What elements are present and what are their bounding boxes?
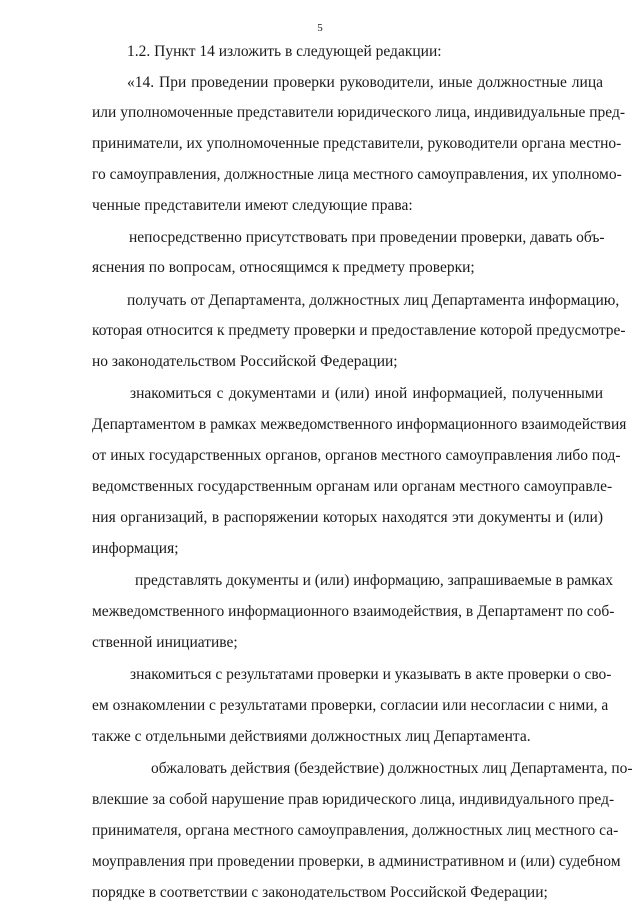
paragraph-line: ведомственных государственным органам или органам местного самоуправле-: [92, 478, 613, 495]
paragraph-line: получать от Департамента, должностных лиц Департамента информацию,: [127, 292, 620, 309]
paragraph-line: приниматели, их уполномоченные представители, руководители органа местно-: [92, 135, 622, 152]
paragraph-line: обжаловать действия (бездействие) должностных лиц Департамента, по-: [151, 760, 633, 777]
paragraph-line: моуправления при проведении проверки, в административном и (или) судебном: [92, 853, 621, 870]
paragraph-line: непосредственно присутствовать при проведении проверки, давать объ-: [129, 229, 605, 246]
paragraph-line: ченные представители имеют следующие права:: [92, 197, 413, 214]
paragraph-line: «14. При проведении проверки руководители, иные должностные лица: [127, 74, 603, 91]
paragraph-line: знакомиться с результатами проверки и указывать в акте проверки о сво-: [130, 666, 612, 683]
paragraph-line: которая относится к предмету проверки и предоставление которой предусмотре-: [92, 322, 626, 339]
paragraph-line: представлять документы и (или) информацию, запрашиваемые в рамках: [135, 572, 614, 589]
paragraph-line: от иных государственных органов, органов местного самоуправления либо под-: [92, 447, 621, 464]
paragraph-line: знакомиться с документами и (или) иной информацией, полученными: [130, 385, 603, 402]
paragraph-line: го самоуправления, должностные лица местного самоуправления, их уполномо-: [92, 166, 622, 183]
paragraph-line: информация;: [92, 540, 179, 557]
clause-heading: 1.2. Пункт 14 изложить в следующей редакции:: [127, 43, 442, 60]
paragraph-line: Департаментом в рамках межведомственного информационного взаимодействия: [92, 416, 627, 433]
paragraph-line: ния организаций, в распоряжении которых находятся эти документы и (или): [92, 509, 603, 526]
paragraph-line: принимателя, органа местного самоуправления, должностных лиц местного са-: [92, 822, 619, 839]
paragraph-line: порядке в соответствии с законодательством Российской Федерации;: [92, 884, 548, 901]
paragraph-line: яснения по вопросам, относящимся к предмету проверки;: [92, 259, 475, 276]
page-number: 5: [317, 22, 323, 34]
paragraph-line: но законодательством Российской Федерации;: [92, 353, 398, 370]
paragraph-line: также с отдельными действиями должностных лиц Департамента.: [92, 728, 531, 745]
paragraph-line: ственной инициативе;: [92, 634, 238, 651]
paragraph-line: межведомственного информационного взаимодействия, в Департамент по соб-: [92, 603, 615, 620]
paragraph-line: или уполномоченные представители юридического лица, индивидуальные пред-: [92, 104, 626, 121]
paragraph-line: влекшие за собой нарушение прав юридического лица, индивидуального пред-: [92, 791, 615, 808]
paragraph-line: ем ознакомлении с результатами проверки, согласии или несогласии с ними, а: [92, 697, 609, 714]
